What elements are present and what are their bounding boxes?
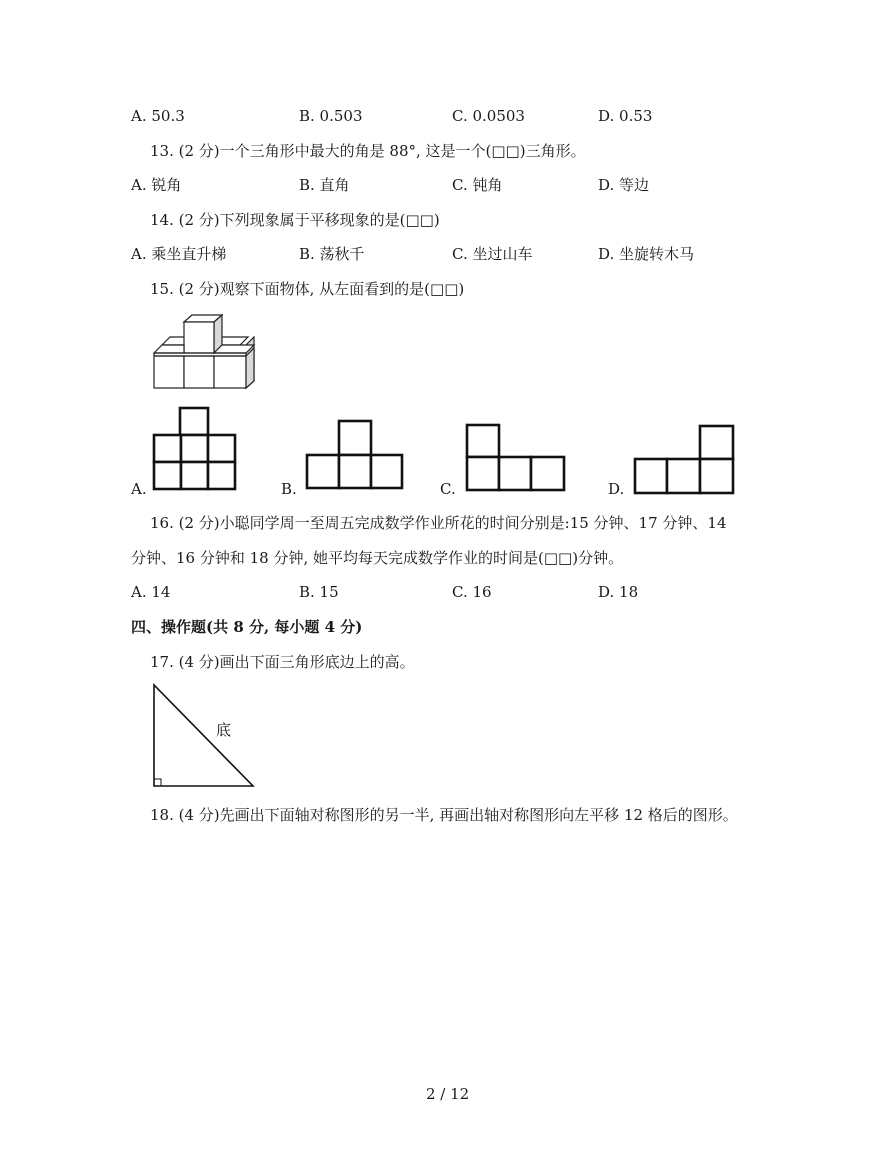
q12-option-b: B. 0.503 [299, 107, 363, 125]
q15-option-c-figure [465, 423, 567, 493]
q16-option-d: D. 18 [598, 583, 639, 601]
q14-question: 14. (2 分)下列现象属于平移现象的是(□□) [150, 211, 440, 229]
q16-option-c: C. 16 [452, 583, 492, 601]
q14-option-c: C. 坐过山车 [452, 245, 533, 263]
q17-base-label: 底 [216, 721, 232, 739]
section-heading: 四、操作题(共 8 分, 每小题 4 分) [131, 618, 363, 636]
q13-question: 13. (2 分)一个三角形中最大的角是 88°, 这是一个(□□)三角形。 [150, 142, 586, 160]
q15-cubes-figure [150, 312, 268, 392]
q13-option-b: B. 直角 [299, 176, 350, 194]
q13-option-c: C. 钝角 [452, 176, 503, 194]
q15-question: 15. (2 分)观察下面物体, 从左面看到的是(□□) [150, 280, 465, 298]
q17-question: 17. (4 分)画出下面三角形底边上的高。 [150, 653, 415, 671]
q12-option-d: D. 0.53 [598, 107, 653, 125]
q15-option-c-label: C. [440, 480, 456, 498]
q14-option-d: D. 坐旋转木马 [598, 245, 695, 263]
q15-option-a-label: A. [131, 480, 147, 498]
q15-option-d-figure [633, 424, 736, 496]
q14-option-b: B. 荡秋千 [299, 245, 365, 263]
q16-option-b: B. 15 [299, 583, 339, 601]
q12-option-a: A. 50.3 [131, 107, 185, 125]
q18-question: 18. (4 分)先画出下面轴对称图形的另一半, 再画出轴对称图形向左平移 12 格后的图形。 [150, 806, 738, 824]
q13-option-a: A. 锐角 [131, 176, 182, 194]
q16-question-line2: 分钟、16 分钟和 18 分钟, 她平均每天完成数学作业的时间是(□□)分钟。 [131, 549, 624, 567]
q15-option-b-figure [305, 419, 405, 491]
q14-option-a: A. 乘坐直升梯 [131, 245, 227, 263]
q12-option-c: C. 0.0503 [452, 107, 525, 125]
q16-question-line1: 16. (2 分)小聪同学周一至周五完成数学作业所花的时间分别是:15 分钟、17 分钟、14 [150, 514, 727, 532]
q16-option-a: A. 14 [131, 583, 171, 601]
q15-option-d-label: D. [608, 480, 625, 498]
q17-triangle-figure [150, 682, 260, 790]
q13-option-d: D. 等边 [598, 176, 650, 194]
q15-option-a-figure [152, 406, 238, 492]
page-number: 2 / 12 [426, 1085, 470, 1103]
q15-option-b-label: B. [281, 480, 297, 498]
